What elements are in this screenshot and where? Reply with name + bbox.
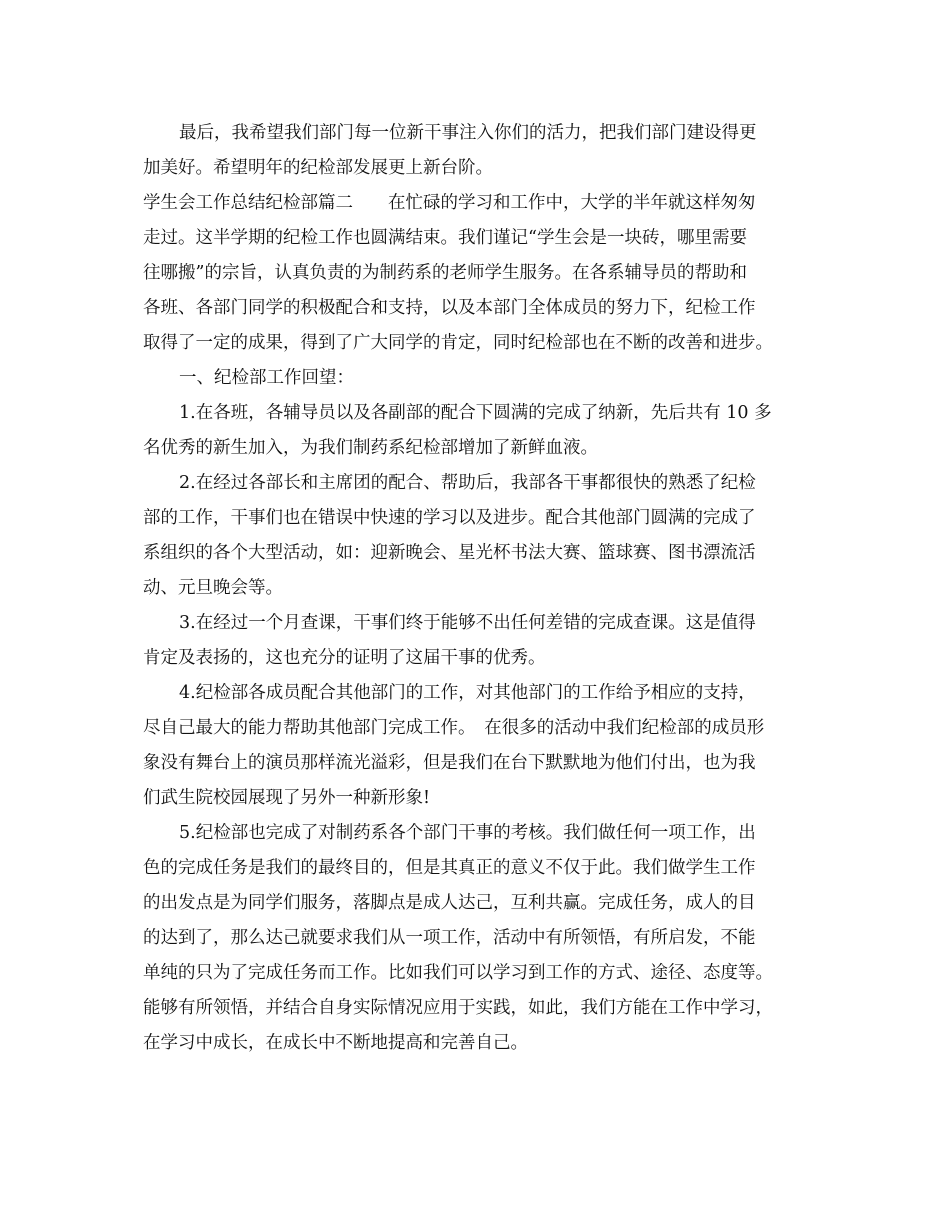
text-line: 4.纪检部各成员配合其他部门的工作，对其他部门的工作给予相应的支持， xyxy=(179,683,756,703)
text-line: 的达到了，那么达己就要求我们从一项工作，活动中有所领悟，有所启发，不能 xyxy=(143,928,756,948)
text-line: 名优秀的新生加入，为我们制药系纪检部增加了新鲜血液。 xyxy=(143,438,598,458)
text-line: 往哪搬”的宗旨，认真负责的为制药系的老师学生服务。在各系辅导员的帮助和 xyxy=(143,263,747,283)
text-line: 5.纪检部也完成了对制药系各个部门干事的考核。我们做任何一项工作，出 xyxy=(179,823,756,843)
section-heading: 一、纪检部工作回望： xyxy=(179,368,354,388)
text-line: 1.在各班，各辅导员以及各副部的配合下圆满的完成了纳新，先后共有 10 多 xyxy=(179,403,772,423)
text-line: 取得了一定的成果，得到了广大同学的肯定，同时纪检部也在不断的改善和进步。 xyxy=(143,333,773,353)
text-line: 肯定及表扬的，这也充分的证明了这届干事的优秀。 xyxy=(143,648,546,668)
text-line: 能够有所领悟，并结合自身实际情况应用于实践，如此，我们方能在工作中学习， xyxy=(143,998,773,1018)
text-line: 3.在经过一个月查课，干事们终于能够不出任何差错的完成查课。这是值得 xyxy=(179,613,756,633)
text-line: 学生会工作总结纪检部篇二 在忙碌的学习和工作中，大学的半年就这样匆匆 xyxy=(143,193,756,213)
text-line: 加美好。希望明年的纪检部发展更上新台阶。 xyxy=(143,158,493,178)
text-line: 色的完成任务是我们的最终目的，但是其真正的意义不仅于此。我们做学生工作 xyxy=(143,858,756,878)
text-line: 尽自己最大的能力帮助其他部门完成工作。 在很多的活动中我们纪检部的成员形 xyxy=(143,718,765,738)
text-line: 们武生院校园展现了另外一种新形象! xyxy=(143,788,431,808)
text-line: 2.在经过各部长和主席团的配合、帮助后，我部各干事都很快的熟悉了纪检 xyxy=(179,473,756,493)
document-body xyxy=(143,116,807,1061)
text-line: 系组织的各个大型活动，如：迎新晚会、星光杯书法大赛、篮球赛、图书漂流活 xyxy=(143,543,756,563)
text-line: 动、元旦晚会等。 xyxy=(143,578,283,598)
text-line: 的出发点是为同学们服务，落脚点是成人达己，互利共赢。完成任务，成人的目 xyxy=(143,893,756,913)
text-line: 单纯的只为了完成任务而工作。比如我们可以学习到工作的方式、途径、态度等。 xyxy=(143,963,773,983)
text-line: 最后，我希望我们部门每一位新干事注入你们的活力，把我们部门建设得更 xyxy=(179,123,757,143)
text-line: 部的工作，干事们也在错误中快速的学习以及进步。配合其他部门圆满的完成了 xyxy=(143,508,756,528)
text-line: 各班、各部门同学的积极配合和支持，以及本部门全体成员的努力下，纪检工作 xyxy=(143,298,756,318)
text-line: 象没有舞台上的演员那样流光溢彩，但是我们在台下默默地为他们付出，也为我 xyxy=(143,753,756,773)
text-line: 走过。这半学期的纪检工作也圆满结束。我们谨记“学生会是一块砖，哪里需要 xyxy=(143,228,747,248)
text-line: 在学习中成长，在成长中不断地提高和完善自己。 xyxy=(143,1033,528,1053)
